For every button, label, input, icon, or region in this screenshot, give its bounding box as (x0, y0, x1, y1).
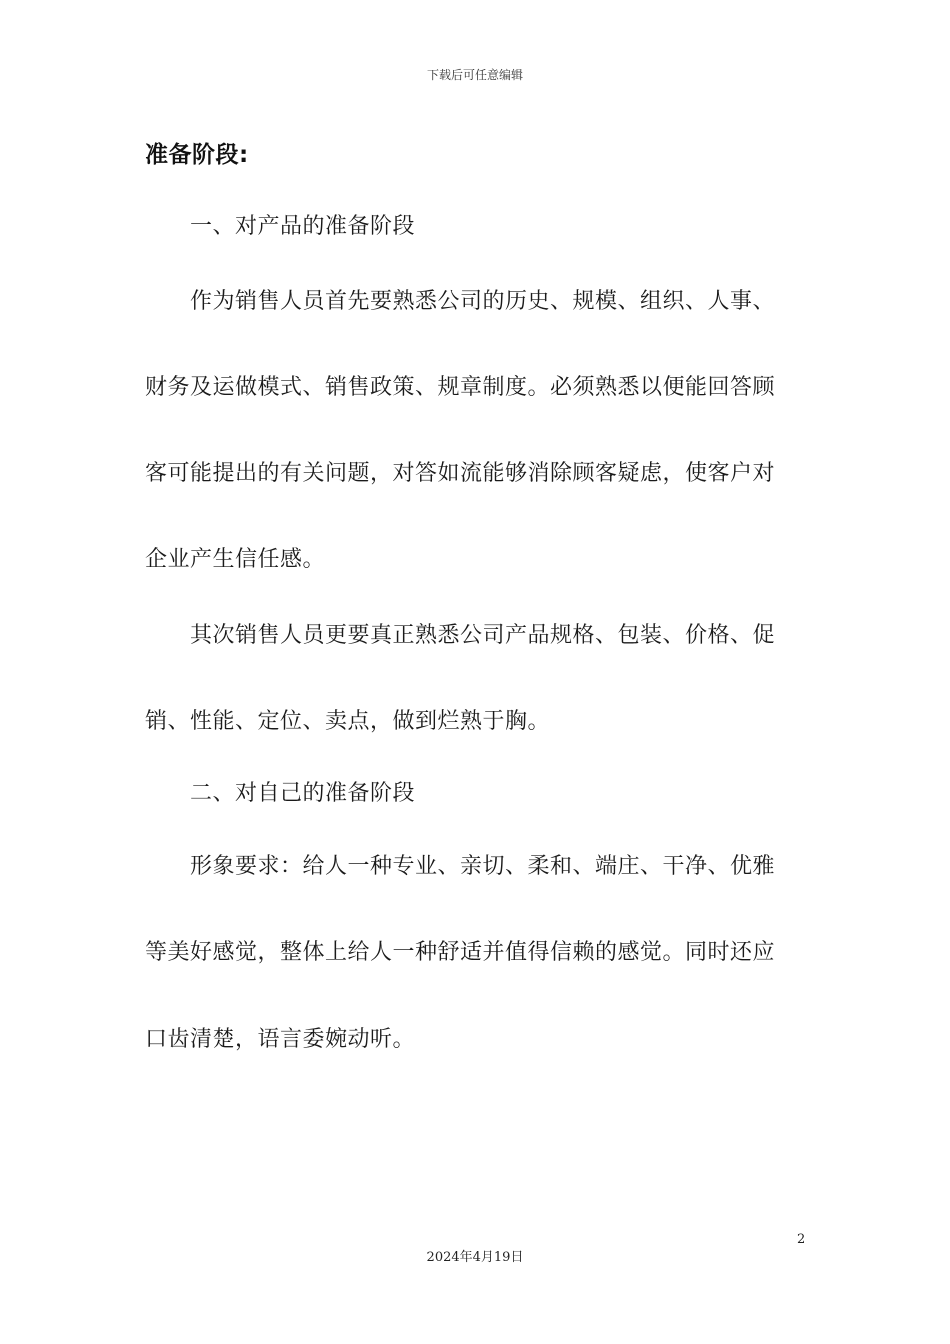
page-number: 2 (797, 1232, 806, 1247)
paragraph-line: 客可能提出的有关问题，对答如流能够消除顾客疑虑，使客户对 (145, 461, 776, 486)
page-header: 下载后可任意编辑 (426, 68, 523, 82)
paragraph-line: 作为销售人员首先要熟悉公司的历史、规模、组织、人事、 (190, 289, 776, 314)
subheading-product-preparation: 一、对产品的准备阶段 (190, 214, 416, 239)
subheading-self-preparation: 二、对自己的准备阶段 (190, 781, 416, 806)
paragraph-line: 销、性能、定位、卖点，做到烂熟于胸。 (145, 709, 551, 734)
section-heading: 准备阶段: (145, 142, 249, 168)
paragraph-line: 口齿清楚，语言委婉动听。 (145, 1027, 416, 1052)
paragraph-line: 其次销售人员更要真正熟悉公司产品规格、包装、价格、促 (190, 623, 776, 648)
paragraph-line: 等美好感觉，整体上给人一种舒适并值得信赖的感觉。同时还应 (145, 940, 776, 965)
page-footer-date: 2024年4月19日 (426, 1250, 524, 1265)
paragraph-line: 形象要求：给人一种专业、亲切、柔和、端庄、干净、优雅 (190, 854, 776, 879)
paragraph-line: 企业产生信任感。 (145, 547, 326, 572)
paragraph-line: 财务及运做模式、销售政策、规章制度。必须熟悉以便能回答顾 (145, 375, 776, 400)
